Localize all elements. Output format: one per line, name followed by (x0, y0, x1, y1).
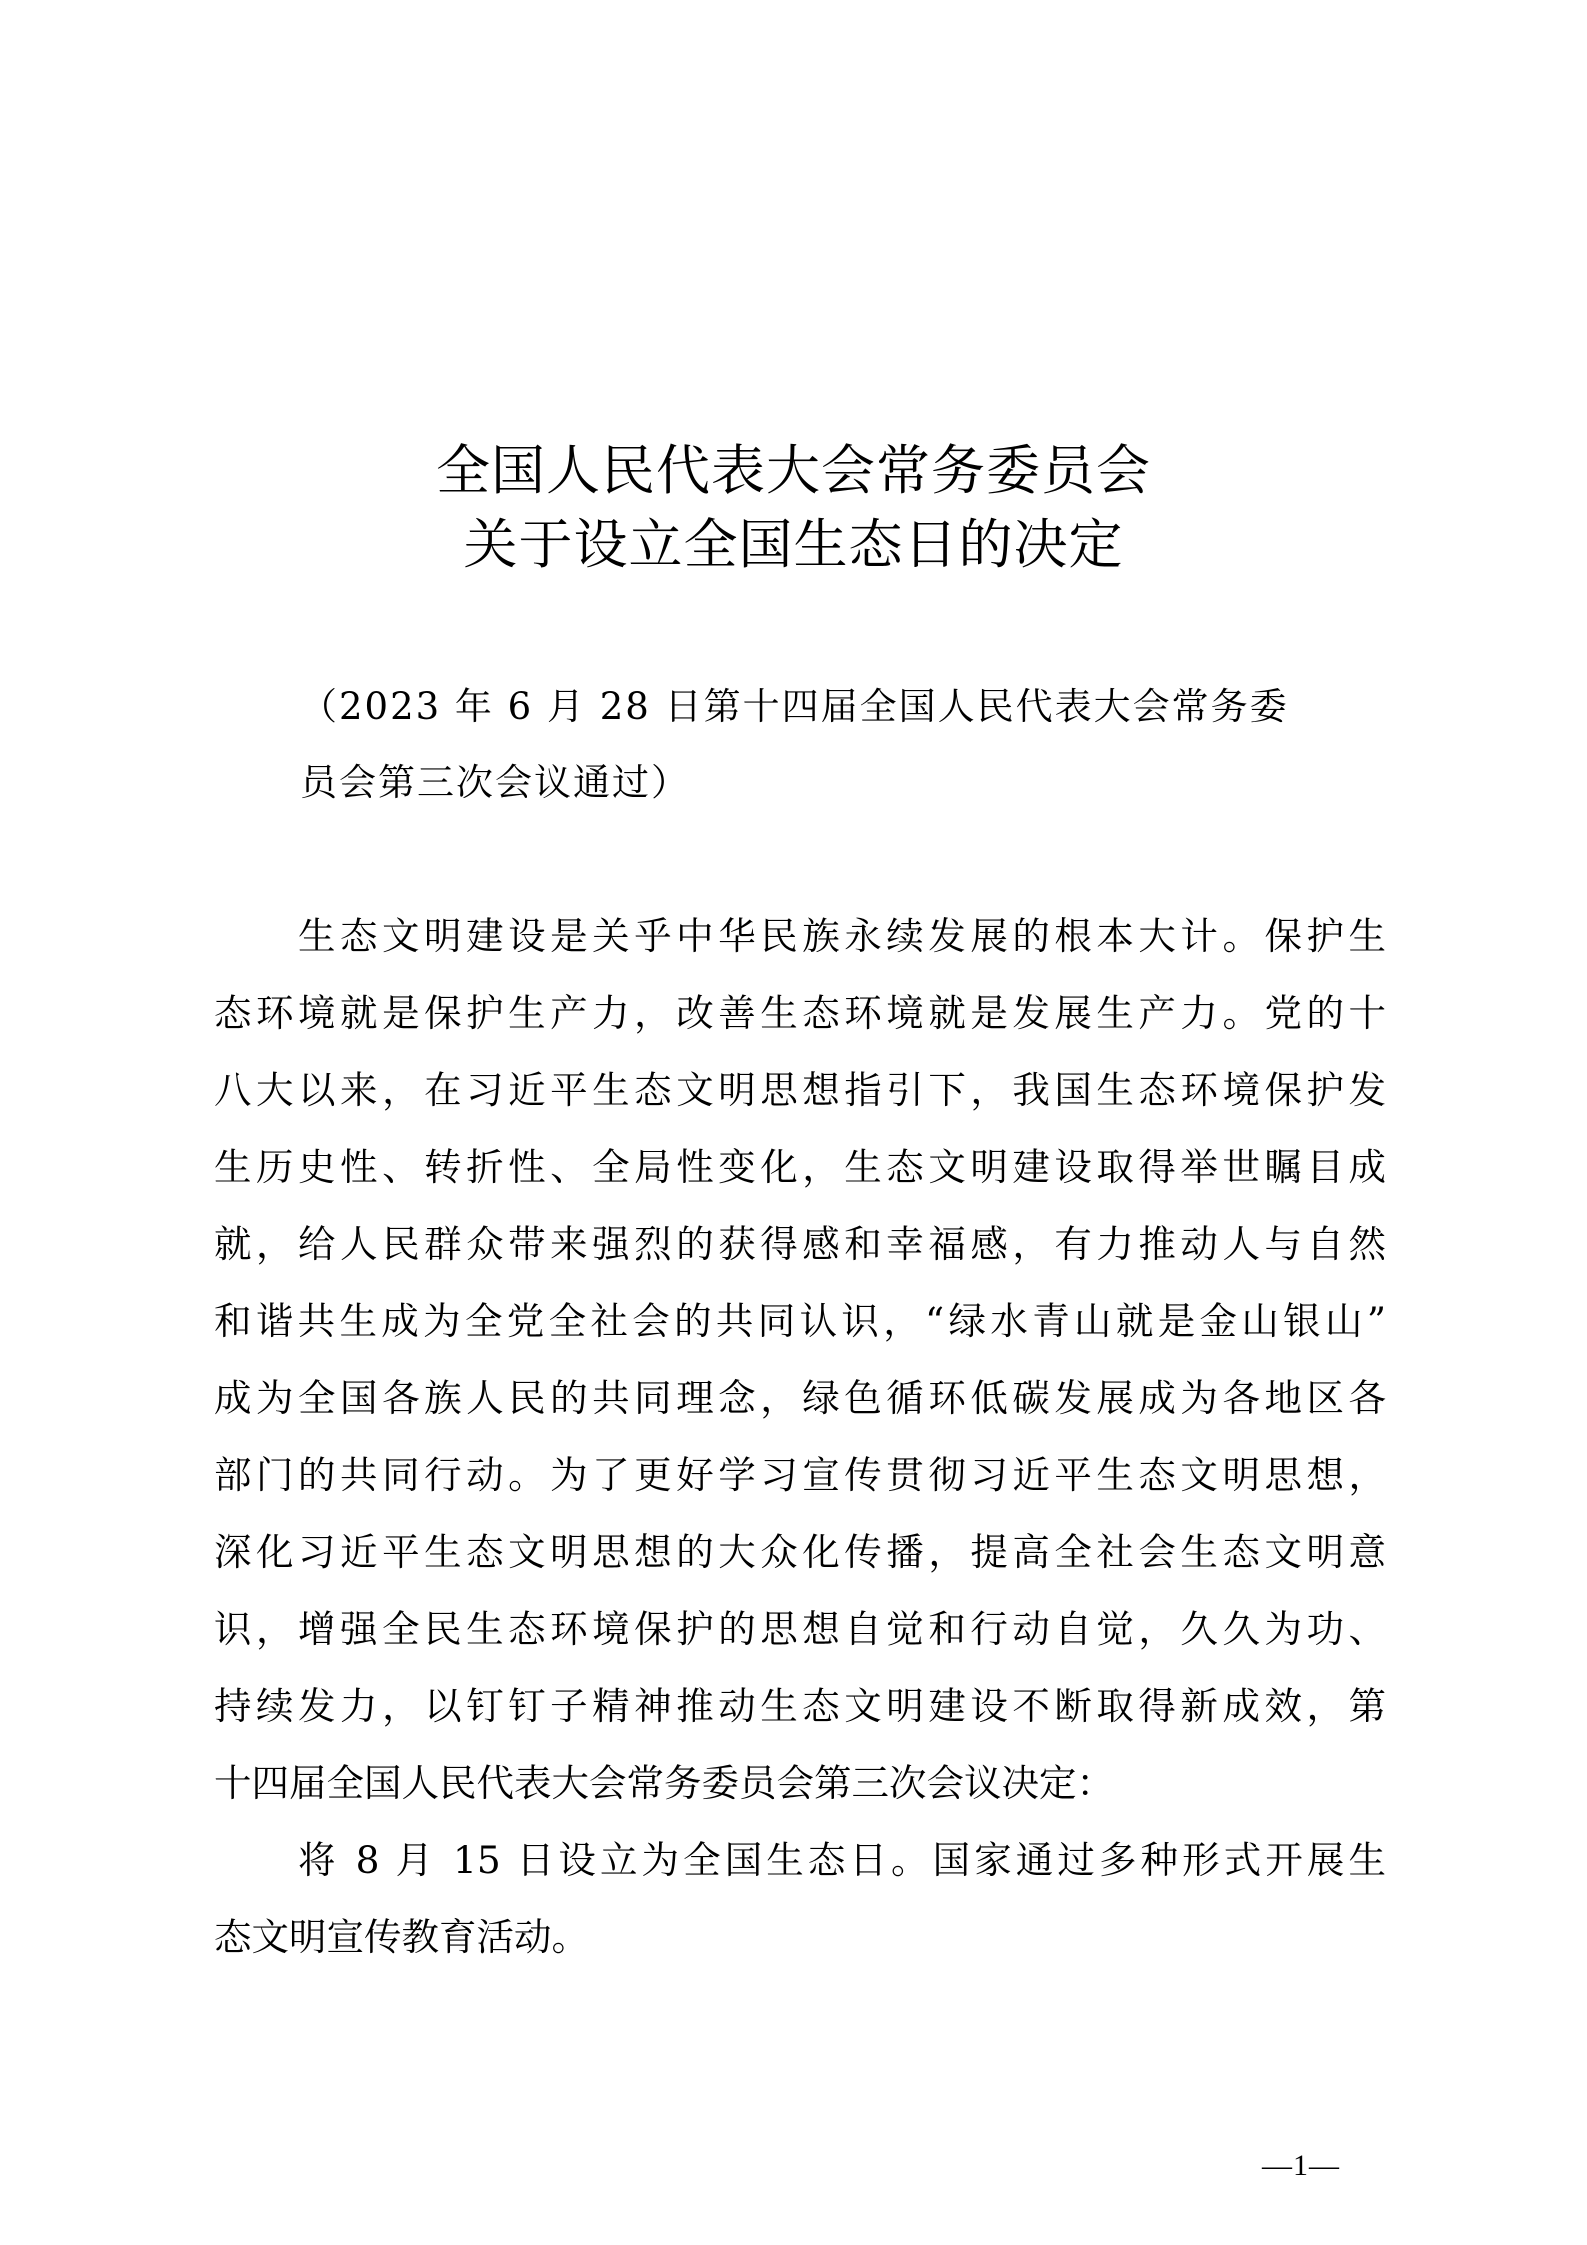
page-number: —1— (1262, 2149, 1340, 2182)
document-title-line-1: 全国人民代表大会常务委员会 (436, 439, 1151, 502)
body-line: 十四届全国人民代表大会常务委员会第三次会议决定： (214, 1761, 1114, 1805)
body-line: 就，给人民群众带来强烈的获得感和幸福感，有力推动人与自然 (214, 1222, 1386, 1266)
body-line: 态文明宣传教育活动。 (214, 1915, 589, 1959)
body-line: 持续发力，以钉钉子精神推动生态文明建设不断取得新成效，第 (214, 1684, 1386, 1728)
adoption-note-line-2: 员会第三次会议通过） (300, 761, 690, 804)
body-line: 态环境就是保护生产力，改善生态环境就是发展生产力。党的十 (214, 991, 1386, 1035)
body-line: 生历史性、转折性、全局性变化，生态文明建设取得举世瞩目成 (214, 1145, 1386, 1189)
body-line: 八大以来，在习近平生态文明思想指引下，我国生态环境保护发 (214, 1068, 1386, 1112)
body-line: 成为全国各族人民的共同理念，绿色循环低碳发展成为各地区各 (214, 1376, 1386, 1420)
body-line: 识，增强全民生态环境保护的思想自觉和行动自觉，久久为功、 (214, 1607, 1386, 1651)
body-line: 和谐共生成为全党全社会的共同认识，“绿水青山就是金山银山” (214, 1299, 1386, 1343)
body-line: 将 8 月 15 日设立为全国生态日。国家通过多种形式开展生 (298, 1838, 1386, 1882)
body-line: 生态文明建设是关乎中华民族永续发展的根本大计。保护生 (298, 914, 1386, 958)
adoption-note-line-1: （2023 年 6 月 28 日第十四届全国人民代表大会常务委 (300, 685, 1289, 728)
document-title-line-2: 关于设立全国生态日的决定 (463, 513, 1124, 576)
body-line: 部门的共同行动。为了更好学习宣传贯彻习近平生态文明思想， (214, 1453, 1386, 1497)
body-line: 深化习近平生态文明思想的大众化传播，提高全社会生态文明意 (214, 1530, 1386, 1574)
